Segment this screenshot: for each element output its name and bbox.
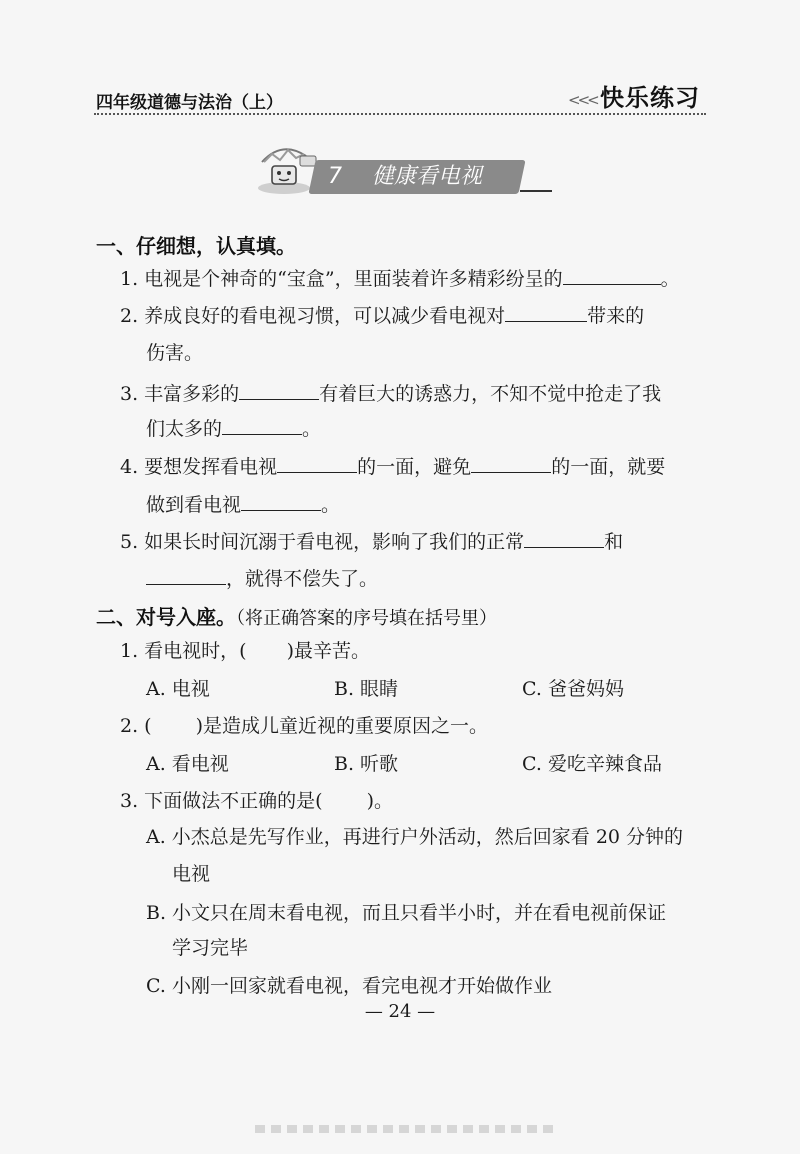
bleed-through-text <box>255 1125 555 1133</box>
s2-q1-option-c: C. 爸爸妈妈 <box>522 678 624 700</box>
lesson-heading <box>328 162 528 192</box>
s2-q2-stem <box>120 713 488 739</box>
s1-q4-end: 。 <box>321 494 341 516</box>
s1-q5-end: ，就得不偿失了。 <box>226 568 379 590</box>
section2-title: 二、对号入座。 <box>96 605 236 629</box>
s2-q3-stem <box>120 788 393 814</box>
s1-q5-line1 <box>120 527 623 555</box>
header-arrows: <<< <box>568 91 597 109</box>
s1-q3-text: 3. 丰富多彩的 <box>120 383 240 405</box>
s1-q4-blank3[interactable] <box>241 490 321 511</box>
s2-q3-option-b-line1: B. 小文只在周末看电视，而且只看半小时，并在看电视前保证 <box>146 902 667 924</box>
lesson-number: 7 <box>328 164 342 189</box>
s2-q3-option-c: C. 小刚一回家就看电视，看完电视才开始做作业 <box>146 975 552 997</box>
s1-q4-text2: 的一面，避免 <box>357 456 472 478</box>
section2-instruction: （将正确答案的序号填在括号里） <box>236 608 497 629</box>
s1-q1-text: 1. 电视是个神奇的“宝盒”，里面装着许多精彩纷呈的 <box>120 268 563 290</box>
s2-q2-option-b: B. 听歌 <box>334 753 399 775</box>
s1-q5-blank1[interactable] <box>524 527 604 548</box>
s2-q2-option-c: C. 爱吃辛辣食品 <box>522 753 662 775</box>
s2-q3-option-a-line2: 电视 <box>172 863 211 885</box>
s1-q2-line2: 伤害。 <box>146 342 204 364</box>
s1-q5-blank2[interactable] <box>146 564 226 585</box>
s1-q2-line1 <box>120 301 644 329</box>
s1-q2-text2: 带来的 <box>587 305 645 327</box>
s1-q1-end: 。 <box>660 268 680 290</box>
s2-q2-option-a: A. 看电视 <box>146 753 229 775</box>
s1-q2-blank[interactable] <box>505 301 587 322</box>
s1-q4-line1 <box>120 452 665 480</box>
banner-underline <box>520 190 552 192</box>
s1-q5-line2 <box>146 564 378 592</box>
s1-q3-line1 <box>120 379 661 407</box>
s2-q1-text2: )最辛苦。 <box>286 640 371 662</box>
s2-q1-text: 1. 看电视时，( <box>120 640 247 662</box>
s2-q3-text: 3. 下面做法不正确的是( <box>120 790 323 812</box>
s1-q4-text: 4. 要想发挥看电视 <box>120 456 278 478</box>
s1-q5-text: 5. 如果长时间沉溺于看电视，影响了我们的正常 <box>120 531 525 553</box>
s1-q4-text3: 的一面，就要 <box>551 456 666 478</box>
s2-q1-option-b: B. 眼睛 <box>334 678 399 700</box>
s1-q3-end: 。 <box>302 418 322 440</box>
book-title: 四年级道德与法治（上） <box>96 93 283 113</box>
s1-q3-blank2[interactable] <box>222 414 302 435</box>
s1-q1-line1 <box>120 264 680 292</box>
s2-q3-option-b-line2: 学习完毕 <box>172 937 249 959</box>
s2-q2-text: 2. ( <box>120 715 152 737</box>
s1-q2-text: 2. 养成良好的看电视习惯，可以减少看电视对 <box>120 305 506 327</box>
s1-q4-line2 <box>146 490 340 518</box>
lesson-title: 健康看电视 <box>372 164 483 189</box>
s2-q3-text2: )。 <box>366 790 394 812</box>
header-divider <box>94 113 706 115</box>
s1-q3-text2: 有着巨大的诱惑力，不知不觉中抢走了我 <box>319 383 662 405</box>
s1-q5-text2: 和 <box>604 531 624 553</box>
section2-heading <box>96 601 497 630</box>
s1-q3-line2 <box>146 414 321 442</box>
section1-heading: 一、仔细想，认真填。 <box>96 234 296 258</box>
s2-q1-stem <box>120 638 370 664</box>
s2-q3-option-a-line1: A. 小杰总是先写作业，再进行户外活动，然后回家看 20 分钟的 <box>146 826 684 848</box>
s1-q4-blank2[interactable] <box>471 452 551 473</box>
s2-q1-option-a: A. 电视 <box>146 678 210 700</box>
page-number: — 24 — <box>364 1001 436 1022</box>
s1-q3-text3: 们太多的 <box>146 418 223 440</box>
s1-q3-blank1[interactable] <box>239 379 319 400</box>
s1-q4-text4: 做到看电视 <box>146 494 242 516</box>
s1-q1-blank[interactable] <box>563 264 661 285</box>
series-title: 快乐练习 <box>600 84 700 112</box>
s2-q2-text2: )是造成儿童近视的重要原因之一。 <box>195 715 489 737</box>
s1-q4-blank1[interactable] <box>277 452 357 473</box>
